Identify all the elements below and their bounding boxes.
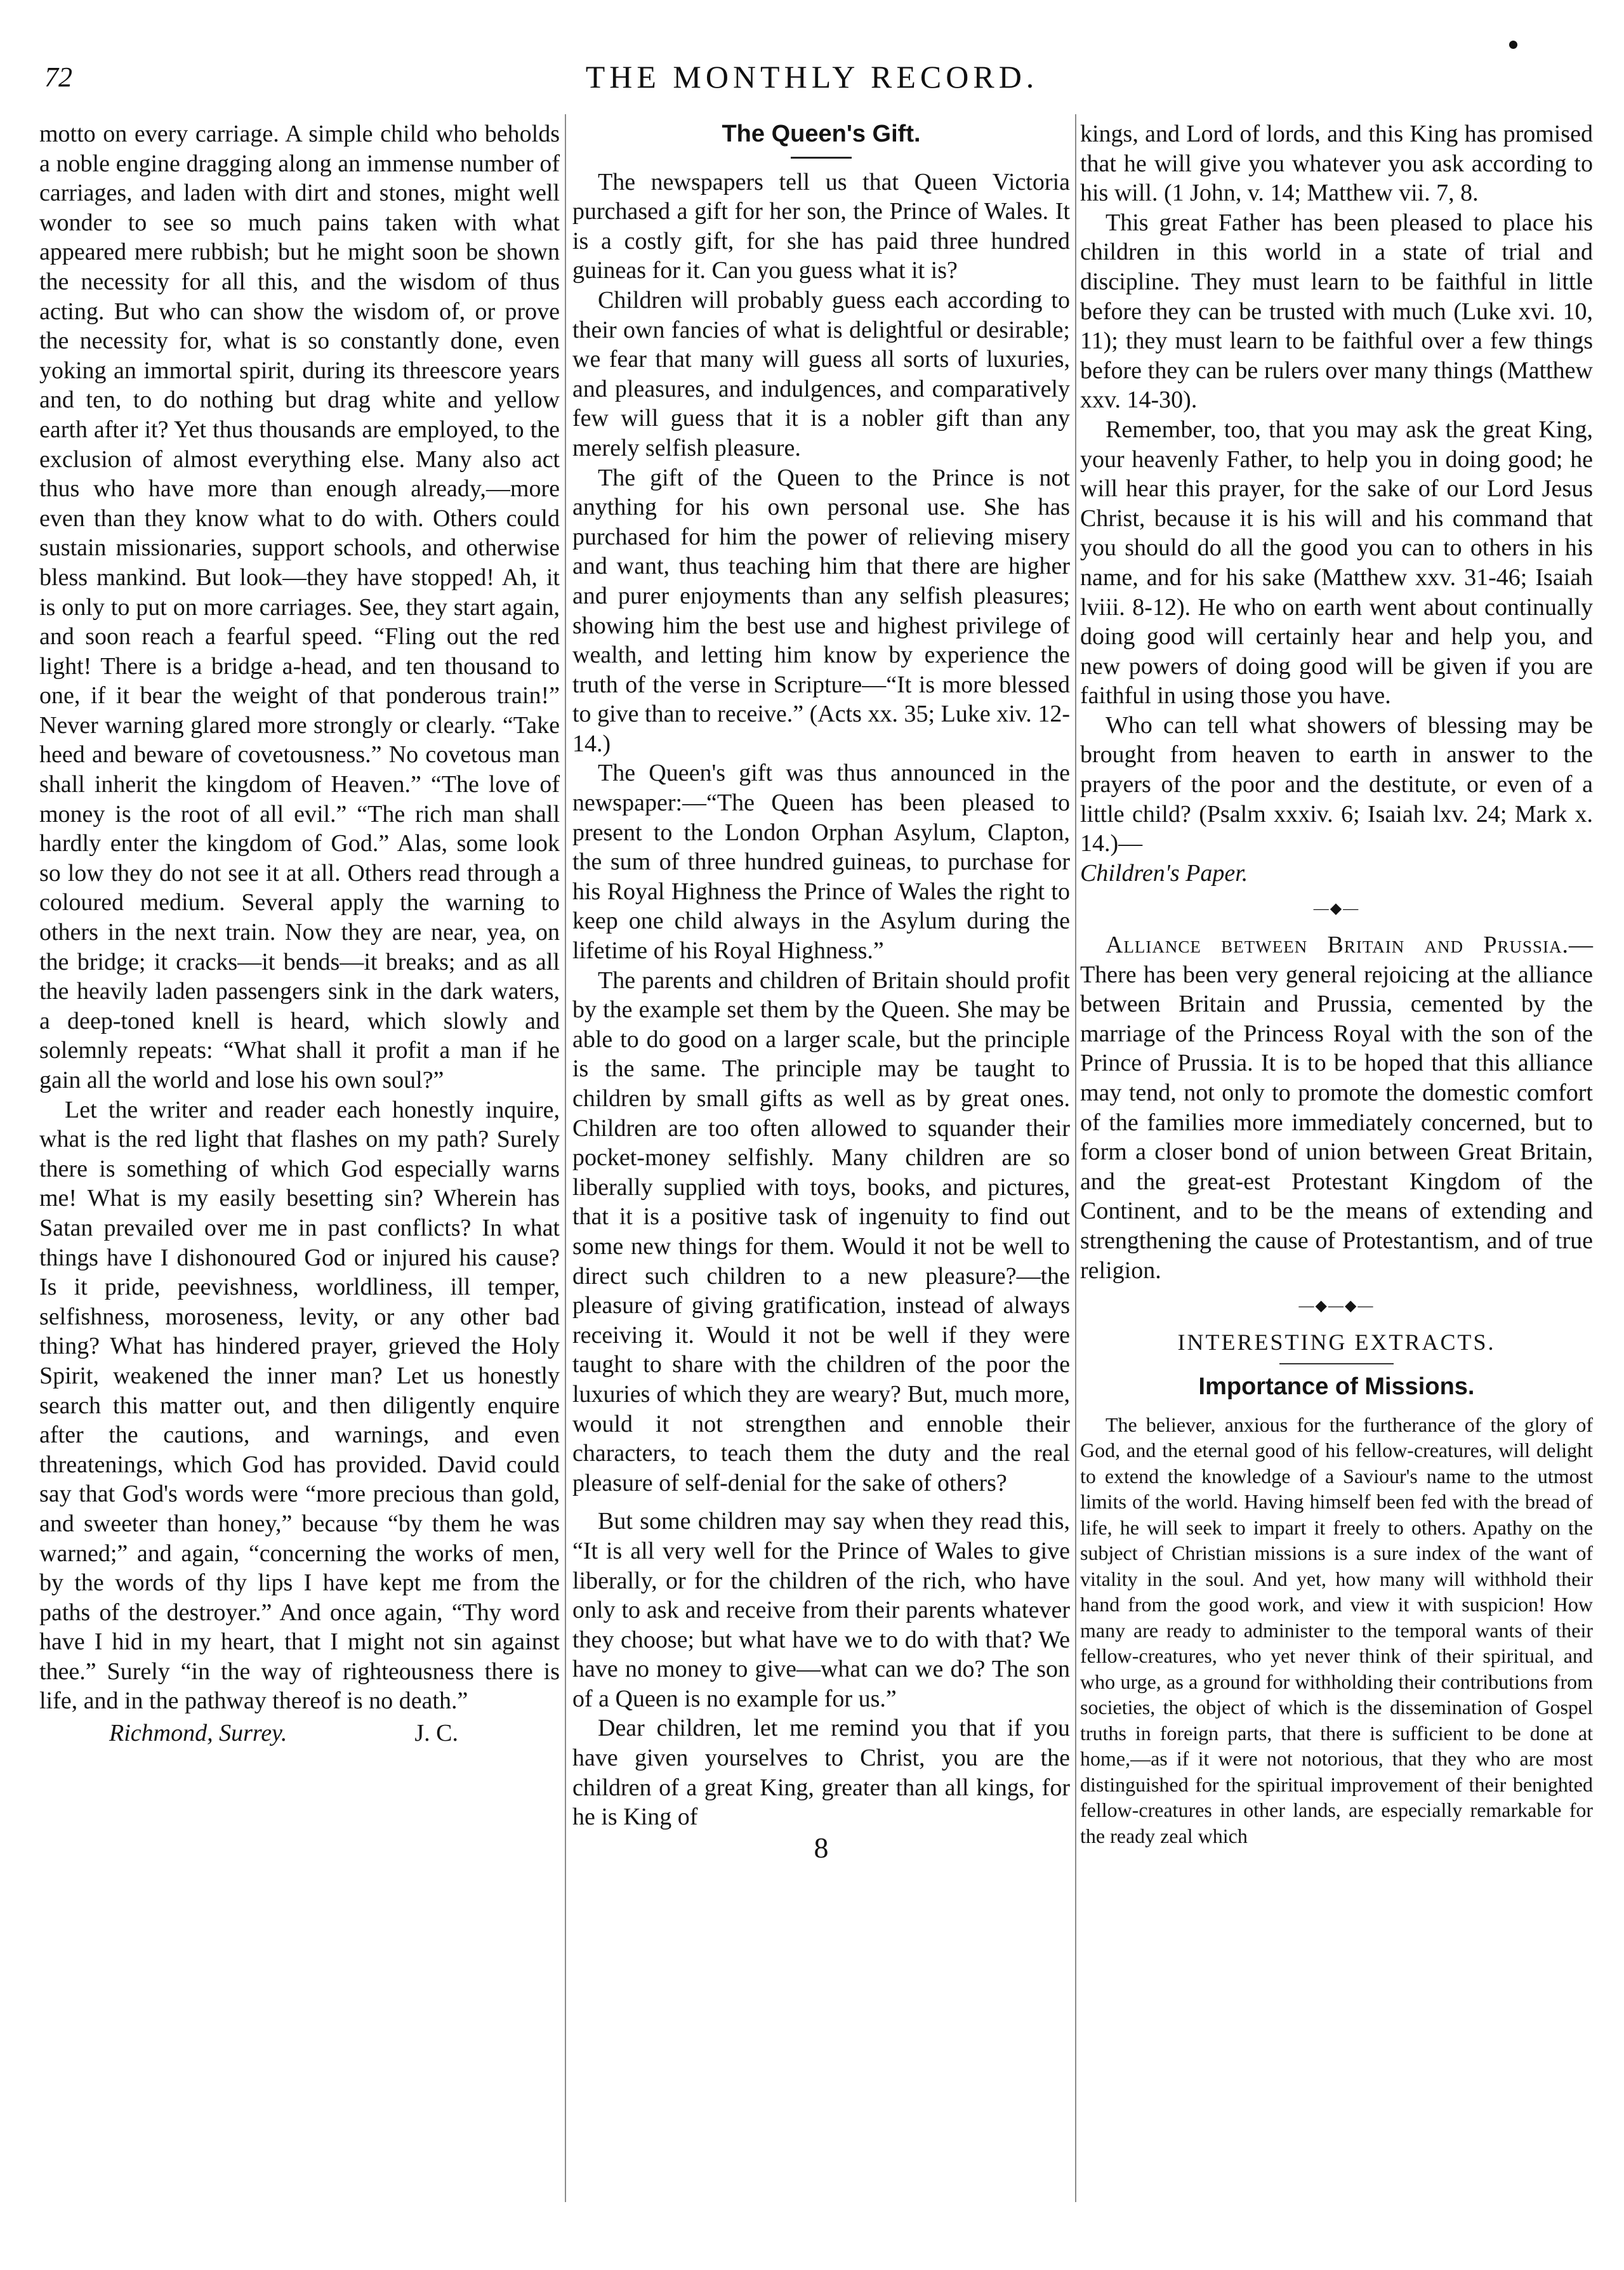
ink-dot (1509, 41, 1517, 49)
article-paragraph: The Queen's gift was thus announced in the newspaper:—“The Queen has been pleased to present to the London Orphan Asylum, Clapton, the sum of three hundred guineas, to purchase for his Royal Highness the Prince of Wales the right to keep one child always in the Asylum during the lifetime of his Royal Highness.” (572, 760, 1070, 965)
news-item (1080, 930, 1593, 1285)
column-three (1080, 119, 1593, 1849)
signature-place: Richmond, Surrey. (109, 1720, 287, 1747)
article-paragraph: The parents and children of Britain should profit by the example set them by the Queen. She may be able to do good on a larger scale, but the principle is the same. The principle may be taught to children by small gifts as well as by great ones. Children are too often allowed to squander their pocket-money selfishly. Many children are so liberally supplied with toys, books, and pictures, that it is a positive task of ingenuity to find out some new things for them. Would it not be well to direct such children to a new pleasure?—the pleasure of giving gratification, instead of always receiving it. Would it not be well if they were taught to share with the children of the poor the luxuries of which they are weary? But, much more, would it not strengthen and ennoble their characters, to teach them the duty and the real pleasure of self-denial for the sake of others? (572, 967, 1070, 1496)
publication-title: THE MONTHLY RECORD. (585, 59, 1039, 95)
article-paragraph: The newspapers tell us that Queen Victoria purchased a gift for her son, the Prince of Wales. It is a costly gift, for she has paid three hundred guineas for it. Can you guess what it is? (572, 168, 1070, 284)
column-rule-left (565, 114, 566, 2202)
article-paragraph: This great Father has been pleased to place his children in this world in a state of trial and discipline. They must learn to be faithful in little before they can be trusted with much (Luke xvi. 10, 11); they must learn to be faithful over a few things before they can be rulers over many things (Matthew xxv. 14-30). (1080, 209, 1593, 414)
signature-initials: J. C. (414, 1720, 458, 1747)
article-paragraph: Let the writer and reader each honestly inquire, what is the red light that flashes on my path? Surely there is something of which God especially warns me! What is my easily besetting sin? Wherein has Satan prevailed over me in past conflicts? In what things have I dishonoured God or injured his cause? Is it pride, peevishness, worldliness, ill temper, selfishness, moroseness, levity, or any other bad thing? What has hindered prayer, grieved the Holy Spirit, weakened the inner man? Let us honestly search this matter out, and then diligently enquire after the cautions, and warnings, and even threatenings, which God has provided. David could say that God's words were “more precious than gold, and sweeter than honey,” because “by them he was warned;” and again, “concerning the works of men, by the words of thy lips I have kept me from the paths of the destroyer.” And once again, “Thy word have I hid in my heart, that I might not sin against thee.” Surely “in the way of righteousness there is life, and in the pathway thereof is no death.” (39, 1096, 560, 1715)
source-credit: Children's Paper. (1080, 859, 1248, 887)
article-paragraph: Remember, too, that you may ask the great King, your heavenly Father, to help you in doing good; he will hear this prayer, for the sake of our Lord Jesus Christ, because it is his will and his command that you should do all the good you can to others in his name, and for his sake (Matthew xxv. 31-46; Isaiah lviii. 8-12). He who on earth went about continually doing good will certainly hear and help you, and new powers of doing good will be given if you are faithful in using those you have. (1080, 416, 1593, 709)
article-paragraph: Children will probably guess each according to their own fancies of what is delightful or desirable; we fear that many will guess all sorts of luxuries, and pleasures, and indulgences, and comparatively few will guess that it is a nobler gift than any merely selfish pleasure. (572, 286, 1070, 461)
extract-heading: Importance of Missions. (1198, 1373, 1475, 1401)
section-title: INTERESTING EXTRACTS. (1177, 1329, 1496, 1355)
page-number: 72 (44, 62, 72, 93)
column-rule-right (1075, 114, 1076, 2202)
heading-rule (791, 157, 852, 159)
column-one (39, 119, 560, 1748)
signature-line (39, 1716, 560, 1748)
article-paragraph: kings, and Lord of lords, and this King has promised that he will give you whatever you ask according to his will. (1 John, v. 14; Matthew vii. 7, 8. (1080, 121, 1593, 207)
article-paragraph: Who can tell what showers of blessing may be brought from heaven to earth in answer to the prayers of the poor and the destitute, or even of a little child? (Psalm xxxiv. 6; Isaiah lxv. 24; Mark x. 14.)— (1080, 711, 1593, 857)
article-heading: The Queen's Gift. (722, 121, 921, 147)
ornament-divider: —◆— (1313, 901, 1360, 918)
article-paragraph: Dear children, let me remind you that if you have given yourselves to Christ, you are the children of a great King, greater than all kings, for he is King of (572, 1715, 1070, 1831)
column-two (572, 119, 1070, 1863)
section-rule (1279, 1363, 1394, 1364)
printer-signature: 8 (814, 1831, 829, 1864)
article-paragraph: But some children may say when they read this, “It is all very well for the Prince of Wales to give liberally, or for the children of the rich, who have only to ask and receive from their parents whatever they choose; but what have we to do with that? We have no money to give—what can we do? The son of a Queen is no example for us.” (572, 1508, 1070, 1712)
news-item-heading: Alliance between Britain and Prussia. (1106, 932, 1569, 959)
extract-paragraph: The believer, anxious for the furtherance of the glory of God, and the eternal good of his fellow-creatures, will delight to extend the knowledge of a Saviour's name to the utmost limits of the world. Having himself been fed with the bread of life, he will seek to impart it freely to others. Apathy on the subject of Christian missions is a sure index of the want of vitality in the soul. And yet, how many will withhold their hand from the good work, and view it with suspicion! How many are ready to administer to the temporal wants of their fellow-creatures, who yet never think of their spiritual, and who urge, as a ground for withholding their contributions from societies, the object of which is the dissemination of Gospel truths in foreign parts, that there is sufficient to be done at home,—as if it were not notorious, that they who are most distinguished for the spiritual improvement of their benighted fellow-creatures in other lands, are especially remarkable for the ready zeal which (1080, 1413, 1593, 1847)
article-paragraph: The gift of the Queen to the Prince is not anything for his own personal use. She has purchased for him the power of relieving misery and want, thus teaching him that there are higher and purer enjoyments than any selfish pleasures; showing him the best use and highest privilege of wealth, and letting him know by experience the truth of the verse in Scripture—“It is more blessed to give than to receive.” (Acts xx. 35; Luke xiv. 12-14.) (572, 464, 1070, 757)
news-item-text: —There has been very general rejoicing at the alliance between Britain and Prussia, cemented by the marriage of the Princess Royal with the son of the Prince of Prussia. It is to be hoped that this alliance may tend, not only to promote the domestic comfort of the families more immediately concerned, but to form a closer bond of union between Great Britain, and the great-est Protestant Kingdom of the Continent, and to be the means of extending and strengthening the cause of Protestantism, and of true religion. (1080, 932, 1593, 1284)
article-paragraph: motto on every carriage. A simple child who beholds a noble engine dragging along an immense number of carriages, and laden with dirt and stones, might well wonder to see so much pains taken with what appeared mere rubbish; but he might soon be shown the necessity for all this, and the wisdom of thus acting. But who can show the wisdom of, or prove the necessity for, what is so constantly done, even yoking an immortal spirit, during its threescore years and ten, to do nothing but drag white and yellow earth after it? Yet thus thousands are employed, to the exclusion of almost everything else. Many also act thus who have more than enough already,—more even than they know what to do with. Others could sustain missionaries, support schools, and otherwise bless mankind. But look—they have stopped! Ah, it is only to put on more carriages. See, they start again, and soon reach a fearful speed. “Fling out the red light! There is a bridge a-head, and ten thousand to one, if it bear the weight of that ponderous train!” Never warning glared more strongly or clearly. “Take heed and beware of covetousness.” No covetous man shall inherit the kingdom of Heaven.” “The love of money is the root of all evil.” “The rich man shall hardly enter the kingdom of God.” Alas, some look so low they do not see it at all. Others read through a coloured medium. Several apply the warning to others in the next train. Now they are near, yea, on the bridge; it cracks—it bends—it breaks; and as all the heavily laden passengers sink in the dark waters, a deep-toned knell is heard, which slowly and solemnly repeats: “What shall it profit a man if he gain all the world and lose his own soul?” (39, 121, 560, 1093)
ornament-divider: —◆—◆— (1298, 1298, 1375, 1315)
